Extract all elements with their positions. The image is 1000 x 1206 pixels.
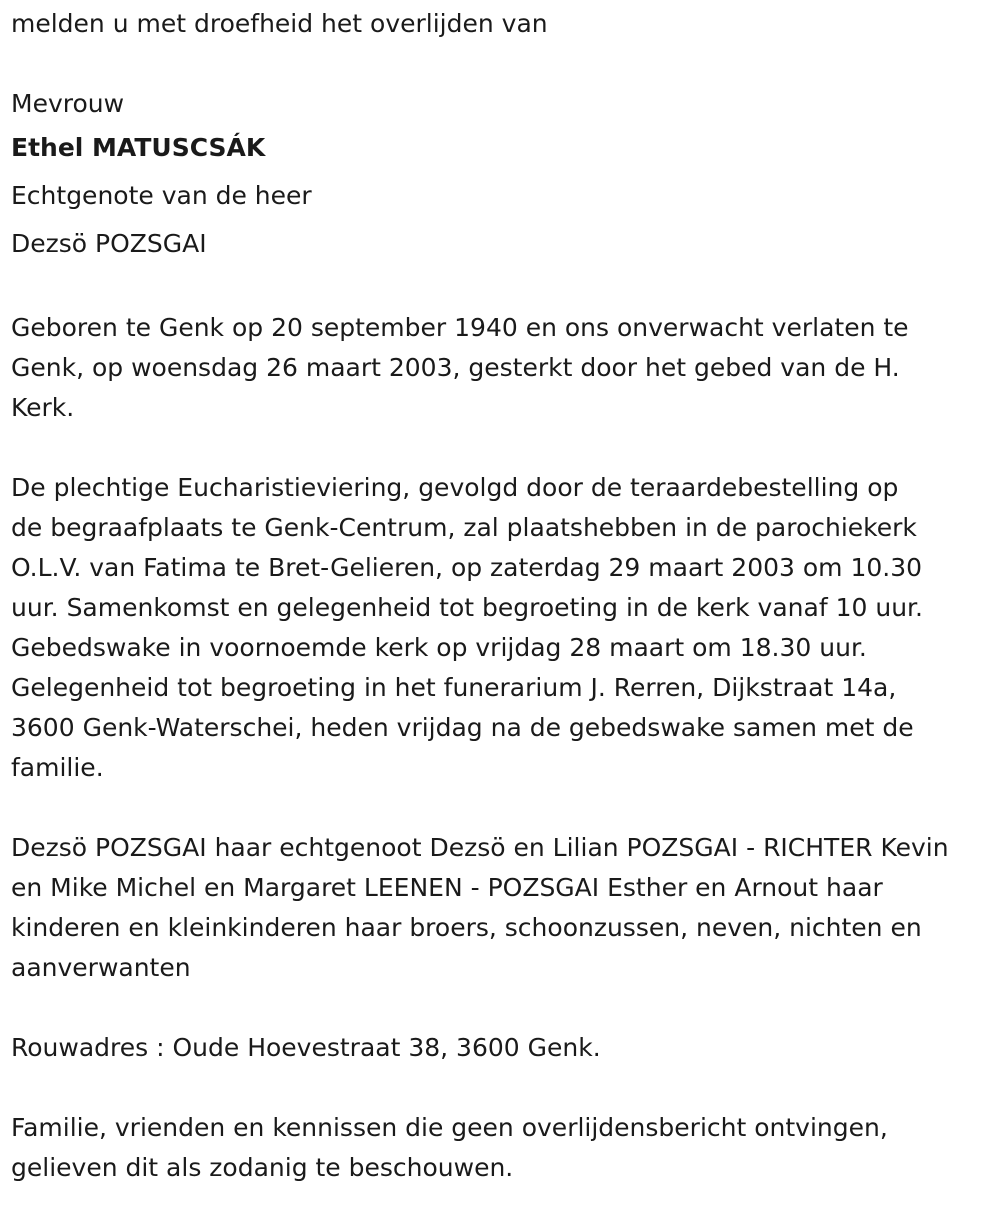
ceremony-line: de begraafplaats te Genk-Centrum, zal plaatshebben in de parochiekerk bbox=[11, 513, 917, 542]
birth-death-line: Kerk. bbox=[11, 393, 75, 422]
mourning-address: Rouwadres : Oude Hoevestraat 38, 3600 Genk. bbox=[11, 1033, 601, 1062]
birth-death-line: Genk, op woensdag 26 maart 2003, gesterkt door het gebed van de H. bbox=[11, 353, 900, 382]
relation-line: Echtgenote van de heer bbox=[11, 181, 312, 210]
family-line: aanverwanten bbox=[11, 953, 191, 982]
birth-death-line: Geboren te Genk op 20 september 1940 en ons onverwacht verlaten te bbox=[11, 313, 909, 342]
closing-paragraph bbox=[11, 1108, 991, 1188]
ceremony-line: 3600 Genk-Waterschei, heden vrijdag na de gebedswake samen met de bbox=[11, 713, 914, 742]
obituary-document bbox=[11, 4, 991, 1188]
ceremony-line: Gelegenheid tot begroeting in het funerarium J. Rerren, Dijkstraat 14a, bbox=[11, 673, 897, 702]
ceremony-line: Gebedswake in voornoemde kerk op vrijdag 28 maart om 18.30 uur. bbox=[11, 633, 867, 662]
ceremony-line: De plechtige Eucharistieviering, gevolgd door de teraardebestelling op bbox=[11, 473, 899, 502]
spouse-name: Dezsö POZSGAI bbox=[11, 229, 207, 258]
birth-death-paragraph bbox=[11, 308, 991, 428]
family-line: Dezsö POZSGAI haar echtgenoot Dezsö en Lilian POZSGAI - RICHTER Kevin bbox=[11, 833, 949, 862]
deceased-name: Ethel MATUSCSÁK bbox=[11, 133, 266, 162]
ceremony-line: uur. Samenkomst en gelegenheid tot begroeting in de kerk vanaf 10 uur. bbox=[11, 593, 923, 622]
closing-line: Familie, vrienden en kennissen die geen overlijdensbericht ontvingen, bbox=[11, 1113, 888, 1142]
ceremony-paragraph bbox=[11, 468, 991, 788]
closing-line: gelieven dit als zodanig te beschouwen. bbox=[11, 1153, 514, 1182]
ceremony-line: familie. bbox=[11, 753, 104, 782]
family-line: kinderen en kleinkinderen haar broers, schoonzussen, neven, nichten en bbox=[11, 913, 922, 942]
intro-line: melden u met droefheid het overlijden van bbox=[11, 9, 548, 38]
family-paragraph bbox=[11, 828, 991, 988]
person-title: Mevrouw bbox=[11, 89, 125, 118]
family-line: en Mike Michel en Margaret LEENEN - POZSGAI Esther en Arnout haar bbox=[11, 873, 883, 902]
ceremony-line: O.L.V. van Fatima te Bret-Gelieren, op zaterdag 29 maart 2003 om 10.30 bbox=[11, 553, 923, 582]
